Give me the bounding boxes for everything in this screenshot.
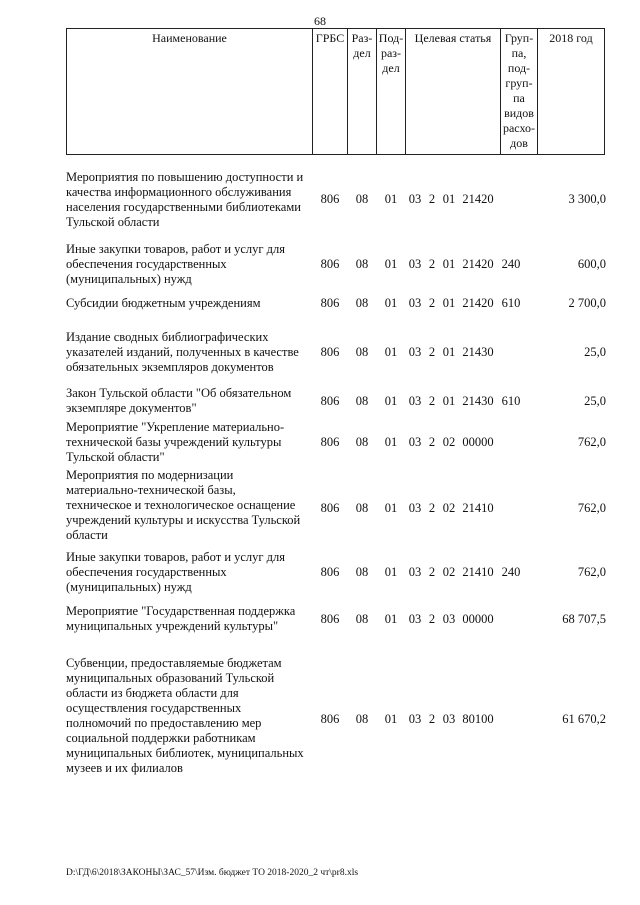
row-name-line: Субвенции, предоставляемые бюджетам	[66, 656, 282, 670]
row-target-direction: 21410	[462, 565, 494, 579]
row-razdel: 08	[355, 612, 369, 626]
row-target-event: 01	[442, 296, 456, 310]
row-razdel: 08	[355, 565, 369, 579]
row-target-direction: 21420	[462, 192, 494, 206]
row-podrazdel: 01	[384, 296, 398, 310]
row-target-subprogram: 2	[428, 565, 436, 579]
header-name-label: Наименование	[152, 31, 227, 45]
row-amount: 3 300,0	[568, 192, 606, 206]
row-target-program: 03	[408, 501, 422, 515]
row-target-event: 03	[442, 712, 456, 726]
row-name-line: Иные закупки товаров, работ и услуг для	[66, 242, 286, 256]
row-target-direction: 21420	[462, 257, 494, 271]
row-podrazdel: 01	[384, 501, 398, 515]
row-name-line: качества информационного обслуживания	[66, 185, 292, 199]
row-target-event: 01	[442, 192, 456, 206]
row-amount: 600,0	[577, 257, 606, 271]
row-razdel: 08	[355, 296, 369, 310]
row-name-line: обязательных экземпляров документов	[66, 360, 274, 374]
row-name-line: полномочий по предоставлению мер	[66, 716, 262, 730]
row-target-program: 03	[408, 257, 422, 271]
row-razdel: 08	[355, 712, 369, 726]
row-target-subprogram: 2	[428, 435, 436, 449]
row-target-program: 03	[408, 296, 422, 310]
header-group-line: расхо-	[502, 121, 536, 135]
header-target-label: Целевая статья	[414, 31, 492, 45]
row-name-line: Тульской области"	[66, 450, 165, 464]
row-target-event: 01	[442, 257, 456, 271]
row-podrazdel: 01	[384, 435, 398, 449]
row-name-line: муниципальных учреждений культуры"	[66, 619, 279, 633]
row-expense-type: 610	[501, 296, 521, 310]
row-target-program: 03	[408, 435, 422, 449]
row-name-line: населения государственными библиотеками	[66, 200, 301, 214]
row-amount: 25,0	[584, 345, 606, 359]
row-name	[66, 386, 314, 416]
row-razdel: 08	[355, 345, 369, 359]
row-podrazdel: 01	[384, 394, 398, 408]
row-name-line: социальной поддержки работникам	[66, 731, 256, 745]
row-name-line: Мероприятия по модернизации	[66, 468, 234, 482]
row-name-line: Издание сводных библиографических	[66, 330, 269, 344]
row-target-program: 03	[408, 345, 422, 359]
row-grbs: 806	[320, 296, 340, 310]
row-target-event: 01	[442, 394, 456, 408]
row-target-program: 03	[408, 712, 422, 726]
row-target-event: 02	[442, 435, 456, 449]
row-target-subprogram: 2	[428, 192, 436, 206]
row-podrazdel: 01	[384, 257, 398, 271]
row-grbs: 806	[320, 565, 340, 579]
row-razdel: 08	[355, 257, 369, 271]
row-name-line: Мероприятия по повышению доступности и	[66, 170, 304, 184]
row-name-line: Иные закупки товаров, работ и услуг для	[66, 550, 286, 564]
row-amount: 762,0	[577, 501, 606, 515]
row-target-direction: 21430	[462, 394, 494, 408]
row-grbs: 806	[320, 394, 340, 408]
row-name-line: (муниципальных) нужд	[66, 272, 192, 286]
row-grbs: 806	[320, 257, 340, 271]
header-group-line: дов	[510, 136, 528, 150]
row-podrazdel: 01	[384, 565, 398, 579]
header-razdel-line: Раз-	[351, 31, 373, 45]
row-grbs: 806	[320, 612, 340, 626]
row-grbs: 806	[320, 345, 340, 359]
row-name-line: материально-технической базы,	[66, 483, 236, 497]
row-amount: 2 700,0	[568, 296, 606, 310]
row-name	[66, 242, 314, 287]
row-name	[66, 296, 314, 311]
row-amount: 25,0	[584, 394, 606, 408]
header-podrazdel	[377, 29, 406, 155]
row-target-subprogram: 2	[428, 345, 436, 359]
row-target-direction: 00000	[462, 435, 494, 449]
header-group	[501, 29, 538, 155]
header-group-line: па,	[511, 46, 527, 60]
row-amount: 61 670,2	[562, 712, 606, 726]
row-target-event: 03	[442, 612, 456, 626]
row-expense-type: 240	[501, 257, 521, 271]
row-grbs: 806	[320, 435, 340, 449]
row-target-event: 02	[442, 501, 456, 515]
row-target-program: 03	[408, 565, 422, 579]
row-amount: 762,0	[577, 435, 606, 449]
row-name-line: музеев и их филиалов	[66, 761, 183, 775]
header-podrazdel-line: раз-	[380, 46, 402, 60]
row-target-subprogram: 2	[428, 612, 436, 626]
file-path-footer: D:\ГД\6\2018\ЗАКОНЫ\ЗАС_57\Изм. бюджет ТО 2018-2020_2 чт\pr8.xls	[66, 868, 359, 878]
row-target-program: 03	[408, 394, 422, 408]
table-header	[66, 28, 605, 155]
row-target-direction: 21420	[462, 296, 494, 310]
row-target-subprogram: 2	[428, 257, 436, 271]
header-group-line: видов	[504, 106, 534, 120]
row-target-direction: 21410	[462, 501, 494, 515]
header-year-label: 2018 год	[549, 31, 593, 45]
row-podrazdel: 01	[384, 612, 398, 626]
row-name-line: Закон Тульской области "Об обязательном	[66, 386, 292, 400]
header-group-line: груп-	[505, 76, 533, 90]
header-target	[406, 29, 501, 155]
row-name-line: указателей изданий, полученных в качестве	[66, 345, 299, 359]
row-podrazdel: 01	[384, 345, 398, 359]
row-name	[66, 420, 314, 465]
header-podrazdel-line: Под-	[378, 31, 404, 45]
row-name	[66, 656, 314, 776]
row-grbs: 806	[320, 192, 340, 206]
row-razdel: 08	[355, 435, 369, 449]
row-name-line: области	[66, 528, 108, 542]
header-year	[538, 29, 605, 155]
row-target-subprogram: 2	[428, 394, 436, 408]
row-target-program: 03	[408, 192, 422, 206]
header-group-line: под-	[507, 61, 531, 75]
row-target-event: 01	[442, 345, 456, 359]
page-number: 68	[314, 14, 326, 28]
header-razdel	[348, 29, 377, 155]
row-target-direction: 00000	[462, 612, 494, 626]
row-name-line: осуществления государственных	[66, 701, 242, 715]
row-amount: 68 707,5	[562, 612, 606, 626]
row-target-direction: 21430	[462, 345, 494, 359]
header-group-line: па	[513, 91, 525, 105]
row-target-subprogram: 2	[428, 712, 436, 726]
row-name	[66, 170, 314, 230]
header-grbs	[313, 29, 348, 155]
row-name-line: муниципальных образований Тульской	[66, 671, 275, 685]
row-target-program: 03	[408, 612, 422, 626]
row-name-line: Тульской области	[66, 215, 160, 229]
row-name-line: учреждений культуры и искусства Тульской	[66, 513, 301, 527]
row-razdel: 08	[355, 192, 369, 206]
row-name-line: Субсидии бюджетным учреждениям	[66, 296, 261, 310]
row-name-line: Мероприятие "Укрепление материально-	[66, 420, 285, 434]
row-target-subprogram: 2	[428, 501, 436, 515]
header-group-line: Груп-	[504, 31, 534, 45]
row-name-line: Мероприятие "Государственная поддержка	[66, 604, 296, 618]
row-name-line: техническое и технологическое оснащение	[66, 498, 296, 512]
row-grbs: 806	[320, 712, 340, 726]
row-expense-type: 610	[501, 394, 521, 408]
header-podrazdel-line: дел	[382, 61, 400, 75]
row-name-line: (муниципальных) нужд	[66, 580, 192, 594]
row-name-line: муниципальных библиотек, муниципальных	[66, 746, 304, 760]
header-name	[67, 29, 313, 155]
row-target-event: 02	[442, 565, 456, 579]
row-name-line: технической базы учреждений культуры	[66, 435, 282, 449]
row-expense-type: 240	[501, 565, 521, 579]
row-target-subprogram: 2	[428, 296, 436, 310]
row-grbs: 806	[320, 501, 340, 515]
row-podrazdel: 01	[384, 712, 398, 726]
row-razdel: 08	[355, 501, 369, 515]
row-name-line: обеспечения государственных	[66, 257, 227, 271]
header-razdel-line: дел	[353, 46, 371, 60]
row-name	[66, 330, 314, 375]
row-target-direction: 80100	[462, 712, 494, 726]
row-name-line: области из бюджета области для	[66, 686, 239, 700]
row-name-line: экземпляре документов"	[66, 401, 197, 415]
row-razdel: 08	[355, 394, 369, 408]
row-name	[66, 468, 314, 543]
row-amount: 762,0	[577, 565, 606, 579]
row-podrazdel: 01	[384, 192, 398, 206]
row-name	[66, 550, 314, 595]
header-grbs-label: ГРБС	[315, 31, 345, 45]
row-name-line: обеспечения государственных	[66, 565, 227, 579]
row-name	[66, 604, 314, 634]
